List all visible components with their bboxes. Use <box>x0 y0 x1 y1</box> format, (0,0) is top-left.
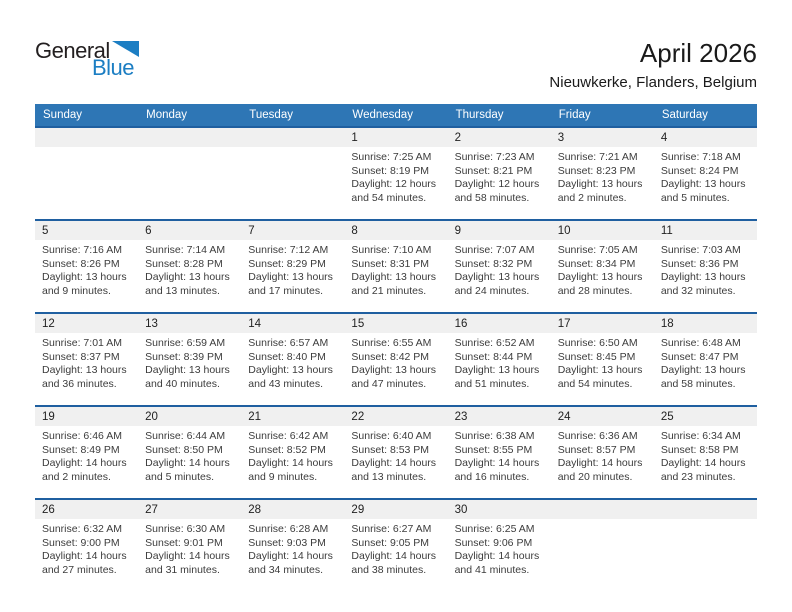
day-number: 29 <box>344 500 447 519</box>
day-details <box>241 519 344 577</box>
page-subtitle: Nieuwkerke, Flanders, Belgium <box>549 74 757 91</box>
sunset-line: Sunset: 8:44 PM <box>454 350 533 363</box>
daylight-line: Daylight: 14 hours <box>145 550 230 562</box>
day-details <box>344 147 447 205</box>
daylight-line: and 54 minutes. <box>557 377 633 390</box>
daylight-line: and 32 minutes. <box>660 284 736 297</box>
sunrise-line: Sunrise: 6:46 AM <box>42 430 122 442</box>
sunrise-line: Sunrise: 6:40 AM <box>351 430 432 442</box>
daylight-line: Daylight: 14 hours <box>145 457 230 469</box>
day-details <box>344 519 447 577</box>
empty-day-cell <box>551 500 654 591</box>
sunrise-line: Sunrise: 6:57 AM <box>248 337 329 349</box>
day-cell-2 <box>448 128 551 219</box>
daylight-line: and 40 minutes. <box>145 377 220 390</box>
daylight-line: Daylight: 14 hours <box>248 550 333 562</box>
day-number: 23 <box>448 407 551 426</box>
calendar-table <box>35 104 757 591</box>
empty-number-band <box>138 128 241 147</box>
day-cell-14 <box>241 314 344 405</box>
day-details <box>654 147 757 205</box>
sunrise-line: Sunrise: 6:36 AM <box>557 430 638 442</box>
sunset-line: Sunset: 8:32 PM <box>454 257 533 270</box>
empty-number-band <box>551 500 654 519</box>
daylight-line: and 20 minutes. <box>557 470 633 483</box>
day-cell-20 <box>138 407 241 498</box>
day-details <box>448 519 551 577</box>
logo-text-general: General <box>35 38 110 63</box>
day-cell-4 <box>654 128 757 219</box>
daylight-line: Daylight: 13 hours <box>351 364 437 376</box>
general-blue-logo <box>35 40 155 78</box>
sunrise-line: Sunrise: 7:07 AM <box>454 244 535 256</box>
daylight-line: Daylight: 14 hours <box>42 550 127 562</box>
daylight-line: Daylight: 14 hours <box>557 457 643 469</box>
daylight-line: and 13 minutes. <box>145 284 220 297</box>
daylight-line: and 28 minutes. <box>557 284 633 297</box>
sunrise-line: Sunrise: 7:18 AM <box>660 151 741 163</box>
sunset-line: Sunset: 8:36 PM <box>660 257 739 270</box>
sunset-line: Sunset: 8:53 PM <box>351 443 430 456</box>
day-details <box>241 426 344 484</box>
empty-number-band <box>241 128 344 147</box>
day-details <box>448 147 551 205</box>
day-details <box>35 240 138 298</box>
day-cell-1 <box>344 128 447 219</box>
day-details <box>35 147 138 151</box>
day-cell-9 <box>448 221 551 312</box>
day-cell-24 <box>551 407 654 498</box>
sunrise-line: Sunrise: 6:42 AM <box>248 430 329 442</box>
daylight-line: and 58 minutes. <box>660 377 736 390</box>
day-cell-8 <box>344 221 447 312</box>
day-header-monday: Monday <box>146 109 188 121</box>
empty-number-band <box>35 128 138 147</box>
day-number: 22 <box>344 407 447 426</box>
day-cell-3 <box>551 128 654 219</box>
day-details <box>344 240 447 298</box>
daylight-line: Daylight: 13 hours <box>42 364 127 376</box>
day-number: 21 <box>241 407 344 426</box>
sunrise-line: Sunrise: 6:38 AM <box>454 430 535 442</box>
day-details <box>35 519 138 577</box>
daylight-line: Daylight: 13 hours <box>660 271 746 283</box>
day-cell-10 <box>551 221 654 312</box>
day-number: 4 <box>654 128 757 147</box>
sunset-line: Sunset: 8:31 PM <box>351 257 430 270</box>
daylight-line: and 17 minutes. <box>248 284 323 297</box>
empty-day-cell <box>138 128 241 219</box>
day-number: 26 <box>35 500 138 519</box>
day-number: 2 <box>448 128 551 147</box>
day-number: 25 <box>654 407 757 426</box>
day-cell-25 <box>654 407 757 498</box>
empty-day-cell <box>241 128 344 219</box>
day-details <box>654 519 757 523</box>
day-details <box>551 240 654 298</box>
daylight-line: and 58 minutes. <box>454 191 530 204</box>
sunset-line: Sunset: 8:45 PM <box>557 350 636 363</box>
day-details <box>138 240 241 298</box>
day-number: 30 <box>448 500 551 519</box>
sunset-line: Sunset: 8:58 PM <box>660 443 739 456</box>
daylight-line: Daylight: 13 hours <box>248 364 333 376</box>
day-number: 16 <box>448 314 551 333</box>
week-row <box>35 405 757 498</box>
sunrise-line: Sunrise: 6:30 AM <box>145 523 226 535</box>
sunset-line: Sunset: 9:00 PM <box>42 536 120 549</box>
day-cell-22 <box>344 407 447 498</box>
day-details <box>448 426 551 484</box>
day-number: 20 <box>138 407 241 426</box>
daylight-line: and 31 minutes. <box>145 563 220 576</box>
sunset-line: Sunset: 8:39 PM <box>145 350 223 363</box>
sunset-line: Sunset: 9:03 PM <box>248 536 326 549</box>
sunset-line: Sunset: 8:23 PM <box>557 164 636 177</box>
calendar-weeks <box>35 126 757 591</box>
daylight-line: Daylight: 12 hours <box>454 178 540 190</box>
day-cell-7 <box>241 221 344 312</box>
day-cell-27 <box>138 500 241 591</box>
sunrise-line: Sunrise: 6:27 AM <box>351 523 432 535</box>
day-number: 11 <box>654 221 757 240</box>
sunrise-line: Sunrise: 6:55 AM <box>351 337 432 349</box>
sunrise-line: Sunrise: 6:48 AM <box>660 337 741 349</box>
sunrise-line: Sunrise: 7:25 AM <box>351 151 432 163</box>
day-details <box>344 333 447 391</box>
sunrise-line: Sunrise: 7:12 AM <box>248 244 329 256</box>
day-header-sunday: Sunday <box>43 109 83 121</box>
sunset-line: Sunset: 8:55 PM <box>454 443 533 456</box>
day-number: 13 <box>138 314 241 333</box>
sunset-line: Sunset: 8:49 PM <box>42 443 120 456</box>
day-details <box>551 426 654 484</box>
daylight-line: Daylight: 13 hours <box>454 271 540 283</box>
sunrise-line: Sunrise: 6:50 AM <box>557 337 638 349</box>
day-number: 17 <box>551 314 654 333</box>
daylight-line: Daylight: 14 hours <box>660 457 746 469</box>
sunrise-line: Sunrise: 6:28 AM <box>248 523 329 535</box>
daylight-line: Daylight: 13 hours <box>660 178 746 190</box>
day-cell-15 <box>344 314 447 405</box>
logo-text-blue: Blue <box>92 55 135 80</box>
sunset-line: Sunset: 8:34 PM <box>557 257 636 270</box>
day-number: 28 <box>241 500 344 519</box>
sunrise-line: Sunrise: 7:10 AM <box>351 244 432 256</box>
sunrise-line: Sunrise: 7:03 AM <box>660 244 741 256</box>
empty-day-cell <box>654 500 757 591</box>
day-details <box>344 426 447 484</box>
day-details <box>138 147 241 151</box>
sunset-line: Sunset: 8:50 PM <box>145 443 223 456</box>
day-details <box>654 240 757 298</box>
day-details <box>241 240 344 298</box>
day-cell-21 <box>241 407 344 498</box>
day-number: 3 <box>551 128 654 147</box>
sunset-line: Sunset: 8:37 PM <box>42 350 120 363</box>
daylight-line: and 24 minutes. <box>454 284 530 297</box>
day-number: 1 <box>344 128 447 147</box>
day-cell-29 <box>344 500 447 591</box>
day-details <box>138 519 241 577</box>
day-number: 19 <box>35 407 138 426</box>
day-details <box>35 426 138 484</box>
day-details <box>138 426 241 484</box>
day-number: 9 <box>448 221 551 240</box>
day-cell-26 <box>35 500 138 591</box>
day-number: 15 <box>344 314 447 333</box>
daylight-line: and 9 minutes. <box>42 284 111 297</box>
day-cell-28 <box>241 500 344 591</box>
daylight-line: and 16 minutes. <box>454 470 530 483</box>
day-details <box>35 333 138 391</box>
daylight-line: and 41 minutes. <box>454 563 530 576</box>
sunset-line: Sunset: 8:52 PM <box>248 443 326 456</box>
day-cell-17 <box>551 314 654 405</box>
week-row <box>35 498 757 591</box>
daylight-line: Daylight: 14 hours <box>351 457 437 469</box>
day-header-thursday: Thursday <box>455 109 504 121</box>
daylight-line: and 21 minutes. <box>351 284 427 297</box>
daylight-line: and 13 minutes. <box>351 470 427 483</box>
day-number: 10 <box>551 221 654 240</box>
empty-day-cell <box>35 128 138 219</box>
sunrise-line: Sunrise: 7:16 AM <box>42 244 122 256</box>
sunset-line: Sunset: 8:47 PM <box>660 350 739 363</box>
daylight-line: Daylight: 13 hours <box>145 271 230 283</box>
day-details <box>138 333 241 391</box>
sunset-line: Sunset: 8:40 PM <box>248 350 326 363</box>
day-details <box>551 519 654 523</box>
daylight-line: and 38 minutes. <box>351 563 427 576</box>
daylight-line: and 23 minutes. <box>660 470 736 483</box>
day-number: 6 <box>138 221 241 240</box>
daylight-line: and 51 minutes. <box>454 377 530 390</box>
day-number: 24 <box>551 407 654 426</box>
daylight-line: Daylight: 14 hours <box>248 457 333 469</box>
sunrise-line: Sunrise: 6:59 AM <box>145 337 226 349</box>
day-header-wednesday: Wednesday <box>352 109 413 121</box>
day-cell-19 <box>35 407 138 498</box>
daylight-line: Daylight: 14 hours <box>351 550 437 562</box>
day-cell-18 <box>654 314 757 405</box>
daylight-line: and 47 minutes. <box>351 377 427 390</box>
day-number: 18 <box>654 314 757 333</box>
daylight-line: and 36 minutes. <box>42 377 117 390</box>
sunrise-line: Sunrise: 7:01 AM <box>42 337 122 349</box>
day-header-saturday: Saturday <box>661 109 708 121</box>
sunrise-line: Sunrise: 6:44 AM <box>145 430 226 442</box>
sunrise-line: Sunrise: 6:52 AM <box>454 337 535 349</box>
day-number: 14 <box>241 314 344 333</box>
daylight-line: Daylight: 13 hours <box>351 271 437 283</box>
page-title: April 2026 <box>639 38 757 68</box>
day-cell-11 <box>654 221 757 312</box>
day-number: 7 <box>241 221 344 240</box>
sunset-line: Sunset: 8:42 PM <box>351 350 430 363</box>
sunset-line: Sunset: 8:21 PM <box>454 164 533 177</box>
daylight-line: and 54 minutes. <box>351 191 427 204</box>
daylight-line: Daylight: 14 hours <box>42 457 127 469</box>
day-cell-5 <box>35 221 138 312</box>
daylight-line: and 2 minutes. <box>42 470 111 483</box>
daylight-line: Daylight: 13 hours <box>557 271 643 283</box>
day-cell-30 <box>448 500 551 591</box>
day-details <box>654 426 757 484</box>
sunset-line: Sunset: 8:19 PM <box>351 164 430 177</box>
day-details <box>241 333 344 391</box>
day-details <box>448 333 551 391</box>
week-row <box>35 126 757 219</box>
sunrise-line: Sunrise: 7:21 AM <box>557 151 638 163</box>
sunset-line: Sunset: 8:29 PM <box>248 257 326 270</box>
sunset-line: Sunset: 9:06 PM <box>454 536 533 549</box>
daylight-line: and 34 minutes. <box>248 563 323 576</box>
day-number: 5 <box>35 221 138 240</box>
sunset-line: Sunset: 8:28 PM <box>145 257 223 270</box>
day-cell-23 <box>448 407 551 498</box>
daylight-line: and 2 minutes. <box>557 191 627 204</box>
day-number: 12 <box>35 314 138 333</box>
sunset-line: Sunset: 9:05 PM <box>351 536 430 549</box>
daylight-line: and 5 minutes. <box>145 470 215 483</box>
sunrise-line: Sunrise: 6:32 AM <box>42 523 122 535</box>
title-block <box>549 38 757 93</box>
sunrise-line: Sunrise: 7:23 AM <box>454 151 535 163</box>
sunset-line: Sunset: 8:57 PM <box>557 443 636 456</box>
empty-number-band <box>654 500 757 519</box>
daylight-line: Daylight: 13 hours <box>145 364 230 376</box>
daylight-line: Daylight: 13 hours <box>660 364 746 376</box>
day-header-tuesday: Tuesday <box>249 109 293 121</box>
daylight-line: Daylight: 13 hours <box>248 271 333 283</box>
day-header-row <box>35 104 757 126</box>
daylight-line: and 5 minutes. <box>660 191 730 204</box>
sunrise-line: Sunrise: 6:34 AM <box>660 430 741 442</box>
day-details <box>448 240 551 298</box>
daylight-line: Daylight: 13 hours <box>454 364 540 376</box>
daylight-line: Daylight: 12 hours <box>351 178 437 190</box>
day-cell-6 <box>138 221 241 312</box>
day-cell-16 <box>448 314 551 405</box>
week-row <box>35 312 757 405</box>
day-header-friday: Friday <box>558 109 591 121</box>
day-number: 8 <box>344 221 447 240</box>
daylight-line: Daylight: 14 hours <box>454 550 540 562</box>
day-cell-13 <box>138 314 241 405</box>
daylight-line: and 43 minutes. <box>248 377 323 390</box>
day-number: 27 <box>138 500 241 519</box>
daylight-line: Daylight: 13 hours <box>557 178 643 190</box>
daylight-line: and 9 minutes. <box>248 470 318 483</box>
sunrise-line: Sunrise: 6:25 AM <box>454 523 535 535</box>
sunrise-line: Sunrise: 7:05 AM <box>557 244 638 256</box>
day-details <box>551 147 654 205</box>
week-row <box>35 219 757 312</box>
day-details <box>654 333 757 391</box>
sunset-line: Sunset: 8:24 PM <box>660 164 739 177</box>
day-cell-12 <box>35 314 138 405</box>
sunset-line: Sunset: 9:01 PM <box>145 536 223 549</box>
daylight-line: Daylight: 13 hours <box>42 271 127 283</box>
daylight-line: Daylight: 14 hours <box>454 457 540 469</box>
sunrise-line: Sunrise: 7:14 AM <box>145 244 226 256</box>
day-details <box>551 333 654 391</box>
daylight-line: Daylight: 13 hours <box>557 364 643 376</box>
daylight-line: and 27 minutes. <box>42 563 117 576</box>
sunset-line: Sunset: 8:26 PM <box>42 257 120 270</box>
day-details <box>241 147 344 151</box>
